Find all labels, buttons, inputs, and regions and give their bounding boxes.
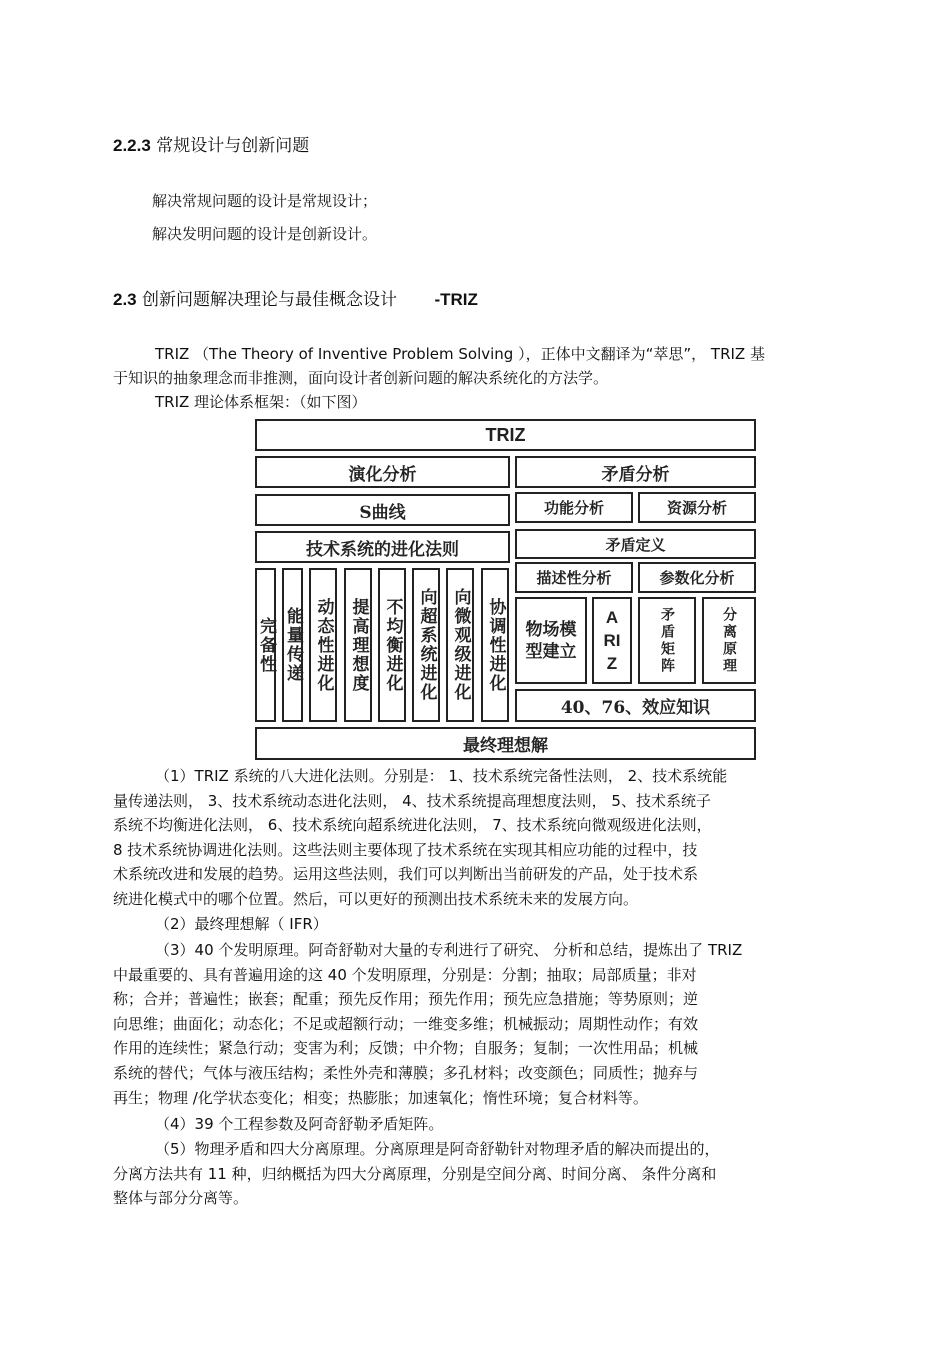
diagram-law-item: 提高理想度: [344, 568, 372, 722]
diagram-substance-field-model: 物场模型建立: [515, 597, 587, 684]
body-line: 解决发明问题的设计是创新设计。: [152, 225, 378, 243]
diagram-parametric-analysis: 参数化分析: [638, 562, 756, 593]
text-line: 量传递法则， 3、技术系统动态进化法则， 4、技术系统提高理想度法则， 5、技术系统子: [113, 791, 711, 810]
diagram-separation-principle: 分离原理: [702, 597, 756, 684]
paragraph-1: [113, 764, 863, 912]
text-line: 作用的连续性；紧急行动；变害为利；反馈；中介物；自服务；复制；一次性用品；机械: [113, 1039, 699, 1058]
text-line: 于知识的抽象理念而非推测，面向设计者创新问题的解决系统化的方法学。: [113, 369, 609, 387]
diagram-law-item: 不均衡进化: [378, 568, 406, 722]
diagram-contradiction-definition: 矛盾定义: [515, 529, 756, 559]
paragraph-3: [113, 938, 863, 1110]
text-line: （3）40 个发明原理。阿奇舒勒对大量的专利进行了研究、 分析和总结，提炼出了 TRIZ: [155, 941, 743, 959]
text-line: 分离方法共有 11 种，归纳概括为四大分离原理，分别是空间分离、时间分离、 条件分离和: [113, 1164, 717, 1183]
text-line: 再生；物理 /化学状态变化；相变；热膨胀；加速氧化；惰性环境；复合材料等。: [113, 1088, 648, 1107]
diagram-final-ideal-result: 最终理想解: [255, 727, 756, 760]
text-line: TRIZ 理论体系框架：（如下图）: [155, 393, 367, 411]
text-line: （5）物理矛盾和四大分离原理。分离原理是阿奇舒勒针对物理矛盾的解决而提出的，: [155, 1140, 720, 1158]
text-line: 系统不均衡进化法则， 6、技术系统向超系统进化法则， 7、技术系统向微观级进化法则，: [113, 816, 712, 835]
diagram-evolution-laws: 技术系统的进化法则: [255, 531, 510, 563]
text-line: 整体与部分分离等。: [113, 1189, 249, 1208]
text-line: 统进化模式中的哪个位置。然后，可以更好的预测出技术系统未来的发展方向。: [113, 889, 639, 908]
diagram-descriptive-analysis: 描述性分析: [515, 562, 633, 593]
diagram-law-item: 完备性: [255, 568, 276, 722]
diagram-law-item: 向微观级进化: [446, 568, 474, 722]
intro-paragraph: [113, 342, 863, 414]
diagram-law-item: 能量传递: [282, 568, 303, 722]
paragraph-2: [113, 912, 863, 937]
text-line: 8 技术系统协调进化法则。这些法则主要体现了技术系统在实现其相应功能的过程中，技: [113, 840, 698, 859]
section-title: 常规设计与创新问题: [156, 136, 310, 156]
text-line: 术系统改进和发展的趋势。运用这些法则，我们可以判断出当前研发的产品，处于技术系: [113, 865, 699, 884]
text-line: （2）最终理想解（ IFR）: [155, 915, 328, 933]
diagram-s-curve: S曲线: [255, 494, 510, 526]
text-line: 系统的替代；气体与液压结构；柔性外壳和薄膜；多孔材料；改变颜色；同质性；抛弃与: [113, 1063, 699, 1082]
diagram-law-item: 协调性进化: [481, 568, 509, 722]
diagram-law-item: 向超系统进化: [412, 568, 440, 722]
diagram-evolution-analysis: 演化分析: [255, 456, 510, 488]
diagram-function-analysis: 功能分析: [515, 492, 633, 523]
text-line: TRIZ （The Theory of Inventive Problem Solving ），正体中文翻译为“萃思”， TRIZ 基: [155, 345, 765, 363]
section-title-suffix: -TRIZ: [434, 290, 478, 309]
section-number: 2.3: [113, 290, 137, 309]
diagram-ariz: ARIZ: [592, 597, 632, 684]
diagram-contradiction-analysis: 矛盾分析: [515, 456, 756, 488]
diagram-triz-box: TRIZ: [255, 419, 756, 451]
text-line: 中最重要的、具有普遍用途的这 40 个发明原理，分别是：分割；抽取；局部质量；非对: [113, 965, 697, 984]
diagram-resource-analysis: 资源分析: [638, 492, 756, 523]
text-line: 称；合并；普遍性；嵌套；配重；预先反作用；预先作用；预先应急措施；等势原则；逆: [113, 990, 699, 1009]
section-number: 2.2.3: [113, 136, 151, 155]
text-line: （4）39 个工程参数及阿奇舒勒矛盾矩阵。: [155, 1115, 444, 1133]
diagram-contradiction-matrix: 矛盾矩阵: [638, 597, 696, 684]
section-title: 创新问题解决理论与最佳概念设计: [142, 290, 398, 310]
paragraph-5: [113, 1137, 863, 1211]
diagram-effects-knowledge: 40、76、效应知识: [515, 689, 756, 722]
diagram-law-item: 动态性进化: [309, 568, 337, 722]
body-line: 解决常规问题的设计是常规设计；: [152, 192, 378, 210]
paragraph-4: [113, 1112, 863, 1137]
text-line: 向思维；曲面化；动态化；不足或超额行动；一维变多维；机械振动；周期性动作；有效: [113, 1014, 699, 1033]
text-line: （1）TRIZ 系统的八大进化法则。分别是： 1、技术系统完备性法则， 2、技术系统能: [155, 767, 728, 785]
section-heading-2-3: [113, 285, 478, 310]
section-heading-2-2-3: [113, 131, 309, 156]
